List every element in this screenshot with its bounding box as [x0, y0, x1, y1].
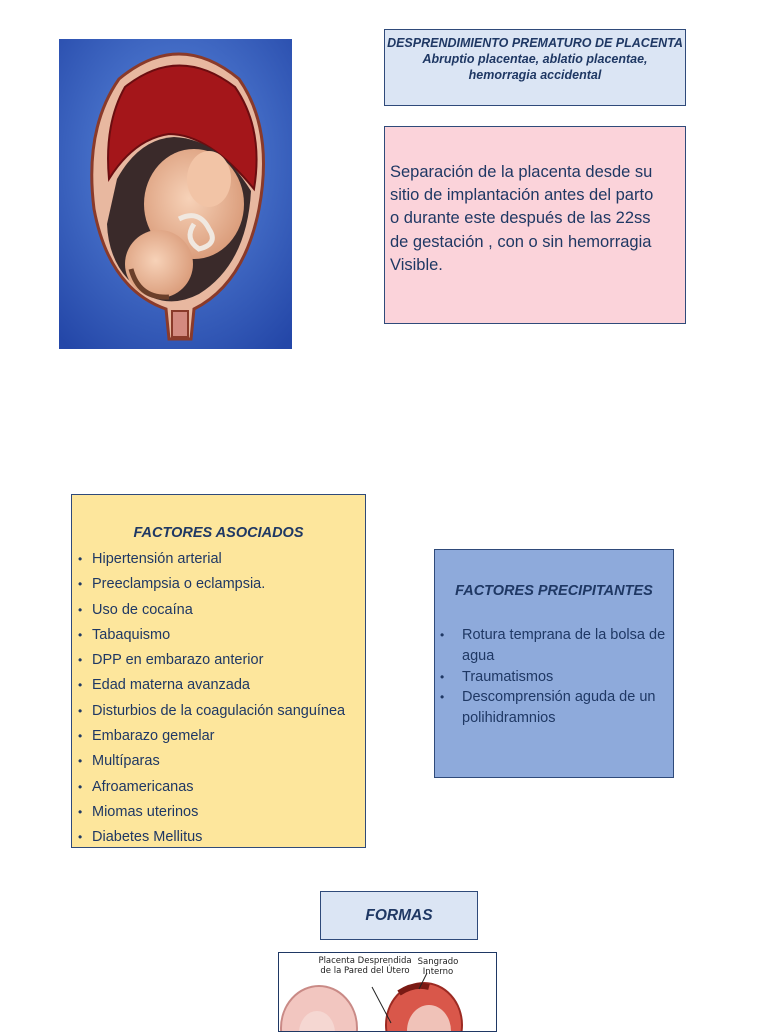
bullet-icon: •: [78, 754, 83, 769]
bullet-icon: •: [78, 627, 83, 642]
list-item: • Tabaquismo: [78, 624, 345, 649]
list-item: • Afroamericanas: [78, 776, 345, 801]
list-item: • Miomas uterinos: [78, 801, 345, 826]
bullet-icon: •: [78, 577, 83, 592]
list-item: • Preeclampsia o eclampsia.: [78, 573, 345, 598]
definition-line: o durante este después de las 22ss: [390, 209, 651, 228]
list-item: • Hipertensión arterial: [78, 548, 345, 573]
bullet-icon: •: [78, 678, 83, 693]
list-item: • Diabetes Mellitus: [78, 826, 345, 851]
definition-line: sitio de implantación antes del parto: [390, 186, 654, 205]
title-line-synonyms: Abruptio placentae, ablatio placentae,: [422, 52, 648, 66]
factores-asociados-box: [71, 494, 366, 848]
factores-asociados-heading: FACTORES ASOCIADOS: [133, 525, 304, 541]
list-item: • Descomprensión aguda de un polihidramnios: [440, 689, 656, 727]
formas-heading: FORMAS: [365, 907, 433, 924]
bullet-icon: •: [440, 669, 445, 684]
title-line-main: DESPRENDIMIENTO PREMATURO DE PLACENTA: [387, 36, 683, 50]
bullet-icon: •: [440, 690, 445, 705]
definition-line: Separación de la placenta desde su: [390, 163, 653, 181]
bullet-icon: •: [78, 653, 83, 668]
factores-precipitantes-list: [440, 625, 668, 729]
bullet-icon: •: [78, 729, 83, 744]
list-item: • Rotura temprana de la bolsa de agua: [440, 627, 666, 664]
bullet-icon: •: [78, 804, 83, 819]
placental-abruption-illustration: [278, 952, 497, 1032]
formas-heading-box: [320, 891, 478, 940]
list-item: • Multíparas: [78, 750, 345, 775]
bullet-icon: •: [78, 552, 83, 566]
list-item: • DPP en embarazo anterior: [78, 649, 345, 674]
uterus-fetus-illustration: [59, 39, 292, 349]
label-sangrado: Sangrado Interno: [417, 957, 459, 977]
factores-precipitantes-box: [434, 549, 674, 778]
list-item: • Uso de cocaína: [78, 599, 345, 624]
list-item: • Traumatismos: [440, 667, 668, 688]
bullet-icon: •: [78, 830, 83, 845]
definition-line: de gestación , con o sin hemorragia: [390, 232, 652, 251]
bullet-icon: •: [440, 628, 445, 642]
list-item: • Embarazo gemelar: [78, 725, 345, 750]
bullet-icon: •: [78, 703, 83, 718]
title-box: [384, 29, 686, 106]
list-item: • Disturbios de la coagulación sanguínea: [78, 700, 345, 725]
list-item: • Edad materna avanzada: [78, 674, 345, 699]
factores-precipitantes-heading: FACTORES PRECIPITANTES: [455, 583, 653, 599]
definition-line: Visible.: [390, 255, 443, 274]
factores-asociados-list: [78, 548, 345, 852]
label-placenta: Placenta Desprendida de la Pared del Útero: [318, 956, 412, 976]
definition-box: [384, 126, 686, 324]
bullet-icon: •: [78, 602, 83, 617]
title-line-synonyms-2: hemorragia accidental: [468, 68, 602, 82]
bullet-icon: •: [78, 779, 83, 794]
